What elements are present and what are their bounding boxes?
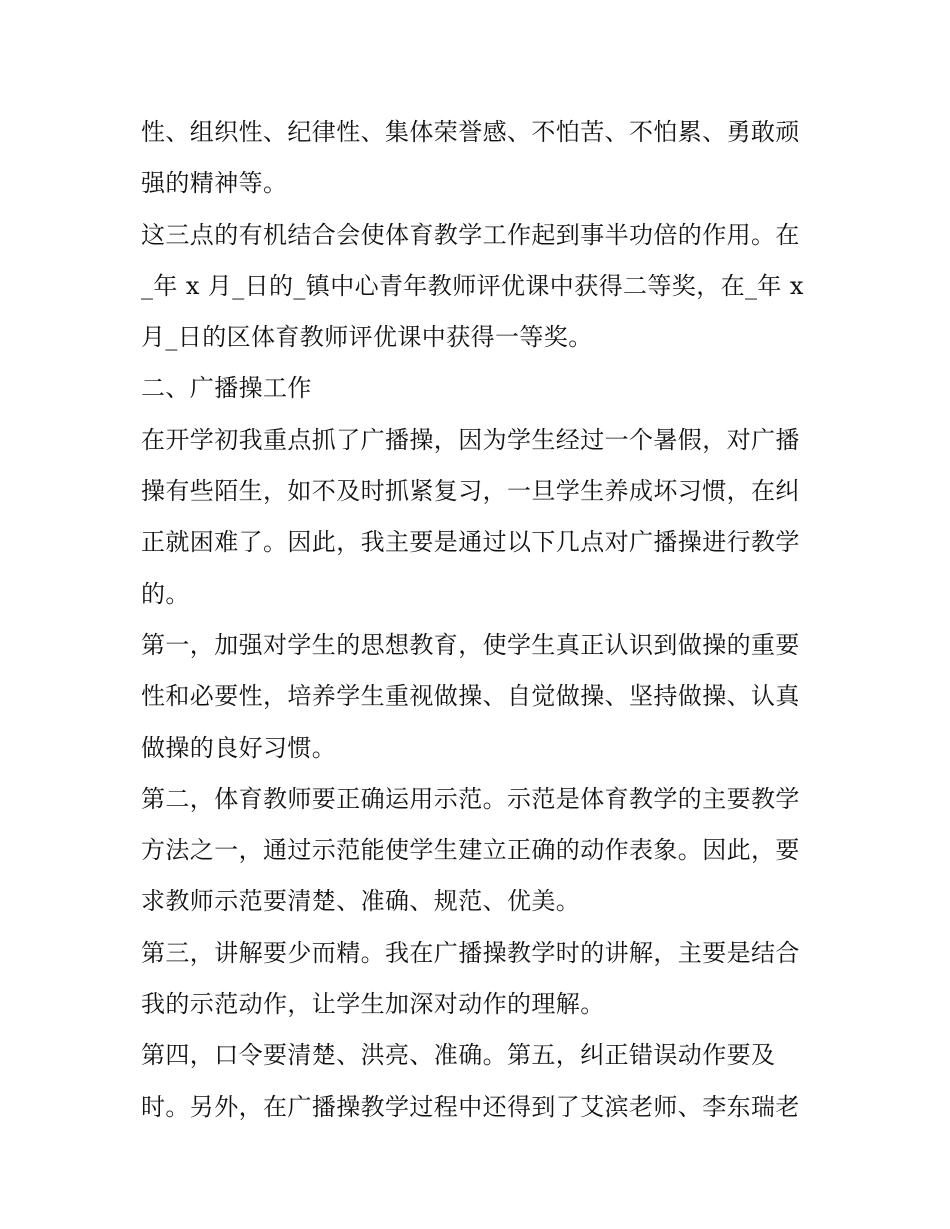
text-line: 这三点的有机结合会使体育教学工作起到事半功倍的作用。在 <box>141 220 800 249</box>
text-line: 第二，体育教师要正确运用示范。示范是体育教学的主要教学 <box>141 784 800 813</box>
text-line: 强的精神等。 <box>141 169 288 198</box>
text-line: 性和必要性，培养学生重视做操、自觉做操、坚持做操、认真 <box>141 682 800 711</box>
text-line: 操有些陌生，如不及时抓紧复习，一旦学生养成坏习惯，在纠 <box>141 477 800 506</box>
text-line: 第一，加强对学生的思想教育，使学生真正认识到做操的重要 <box>141 630 800 659</box>
text-line: 正就困难了。因此，我主要是通过以下几点对广播操进行教学 <box>141 528 800 557</box>
text-line: 在开学初我重点抓了广播操，因为学生经过一个暑假，对广播 <box>141 425 800 454</box>
text-line: 第四，口令要清楚、洪亮、准确。第五，纠正错误动作要及 <box>141 1041 776 1070</box>
text-line: 方法之一，通过示范能使学生建立正确的动作表象。因此，要 <box>141 836 800 865</box>
section-heading: 二、广播操工作 <box>141 374 312 403</box>
text-line: 时。另外，在广播操教学过程中还得到了艾滨老师、李东瑞老 <box>141 1092 800 1121</box>
text-line: 我的示范动作，让学生加深对动作的理解。 <box>141 990 605 1019</box>
document-body <box>141 107 821 1133</box>
text-line: 第三，讲解要少而精。我在广播操教学时的讲解，主要是结合 <box>141 938 800 967</box>
text-line: 做操的良好习惯。 <box>141 733 337 762</box>
text-line: _年 x 月_日的_镇中心青年教师评优课中获得二等奖，在_年 x <box>141 271 804 300</box>
text-line: 月_日的区体育教师评优课中获得一等奖。 <box>141 323 593 352</box>
text-line: 的。 <box>141 579 190 608</box>
text-line: 性、组织性、纪律性、集体荣誉感、不怕苦、不怕累、勇敢顽 <box>141 118 800 146</box>
text-line: 求教师示范要清楚、准确、规范、优美。 <box>141 887 581 916</box>
